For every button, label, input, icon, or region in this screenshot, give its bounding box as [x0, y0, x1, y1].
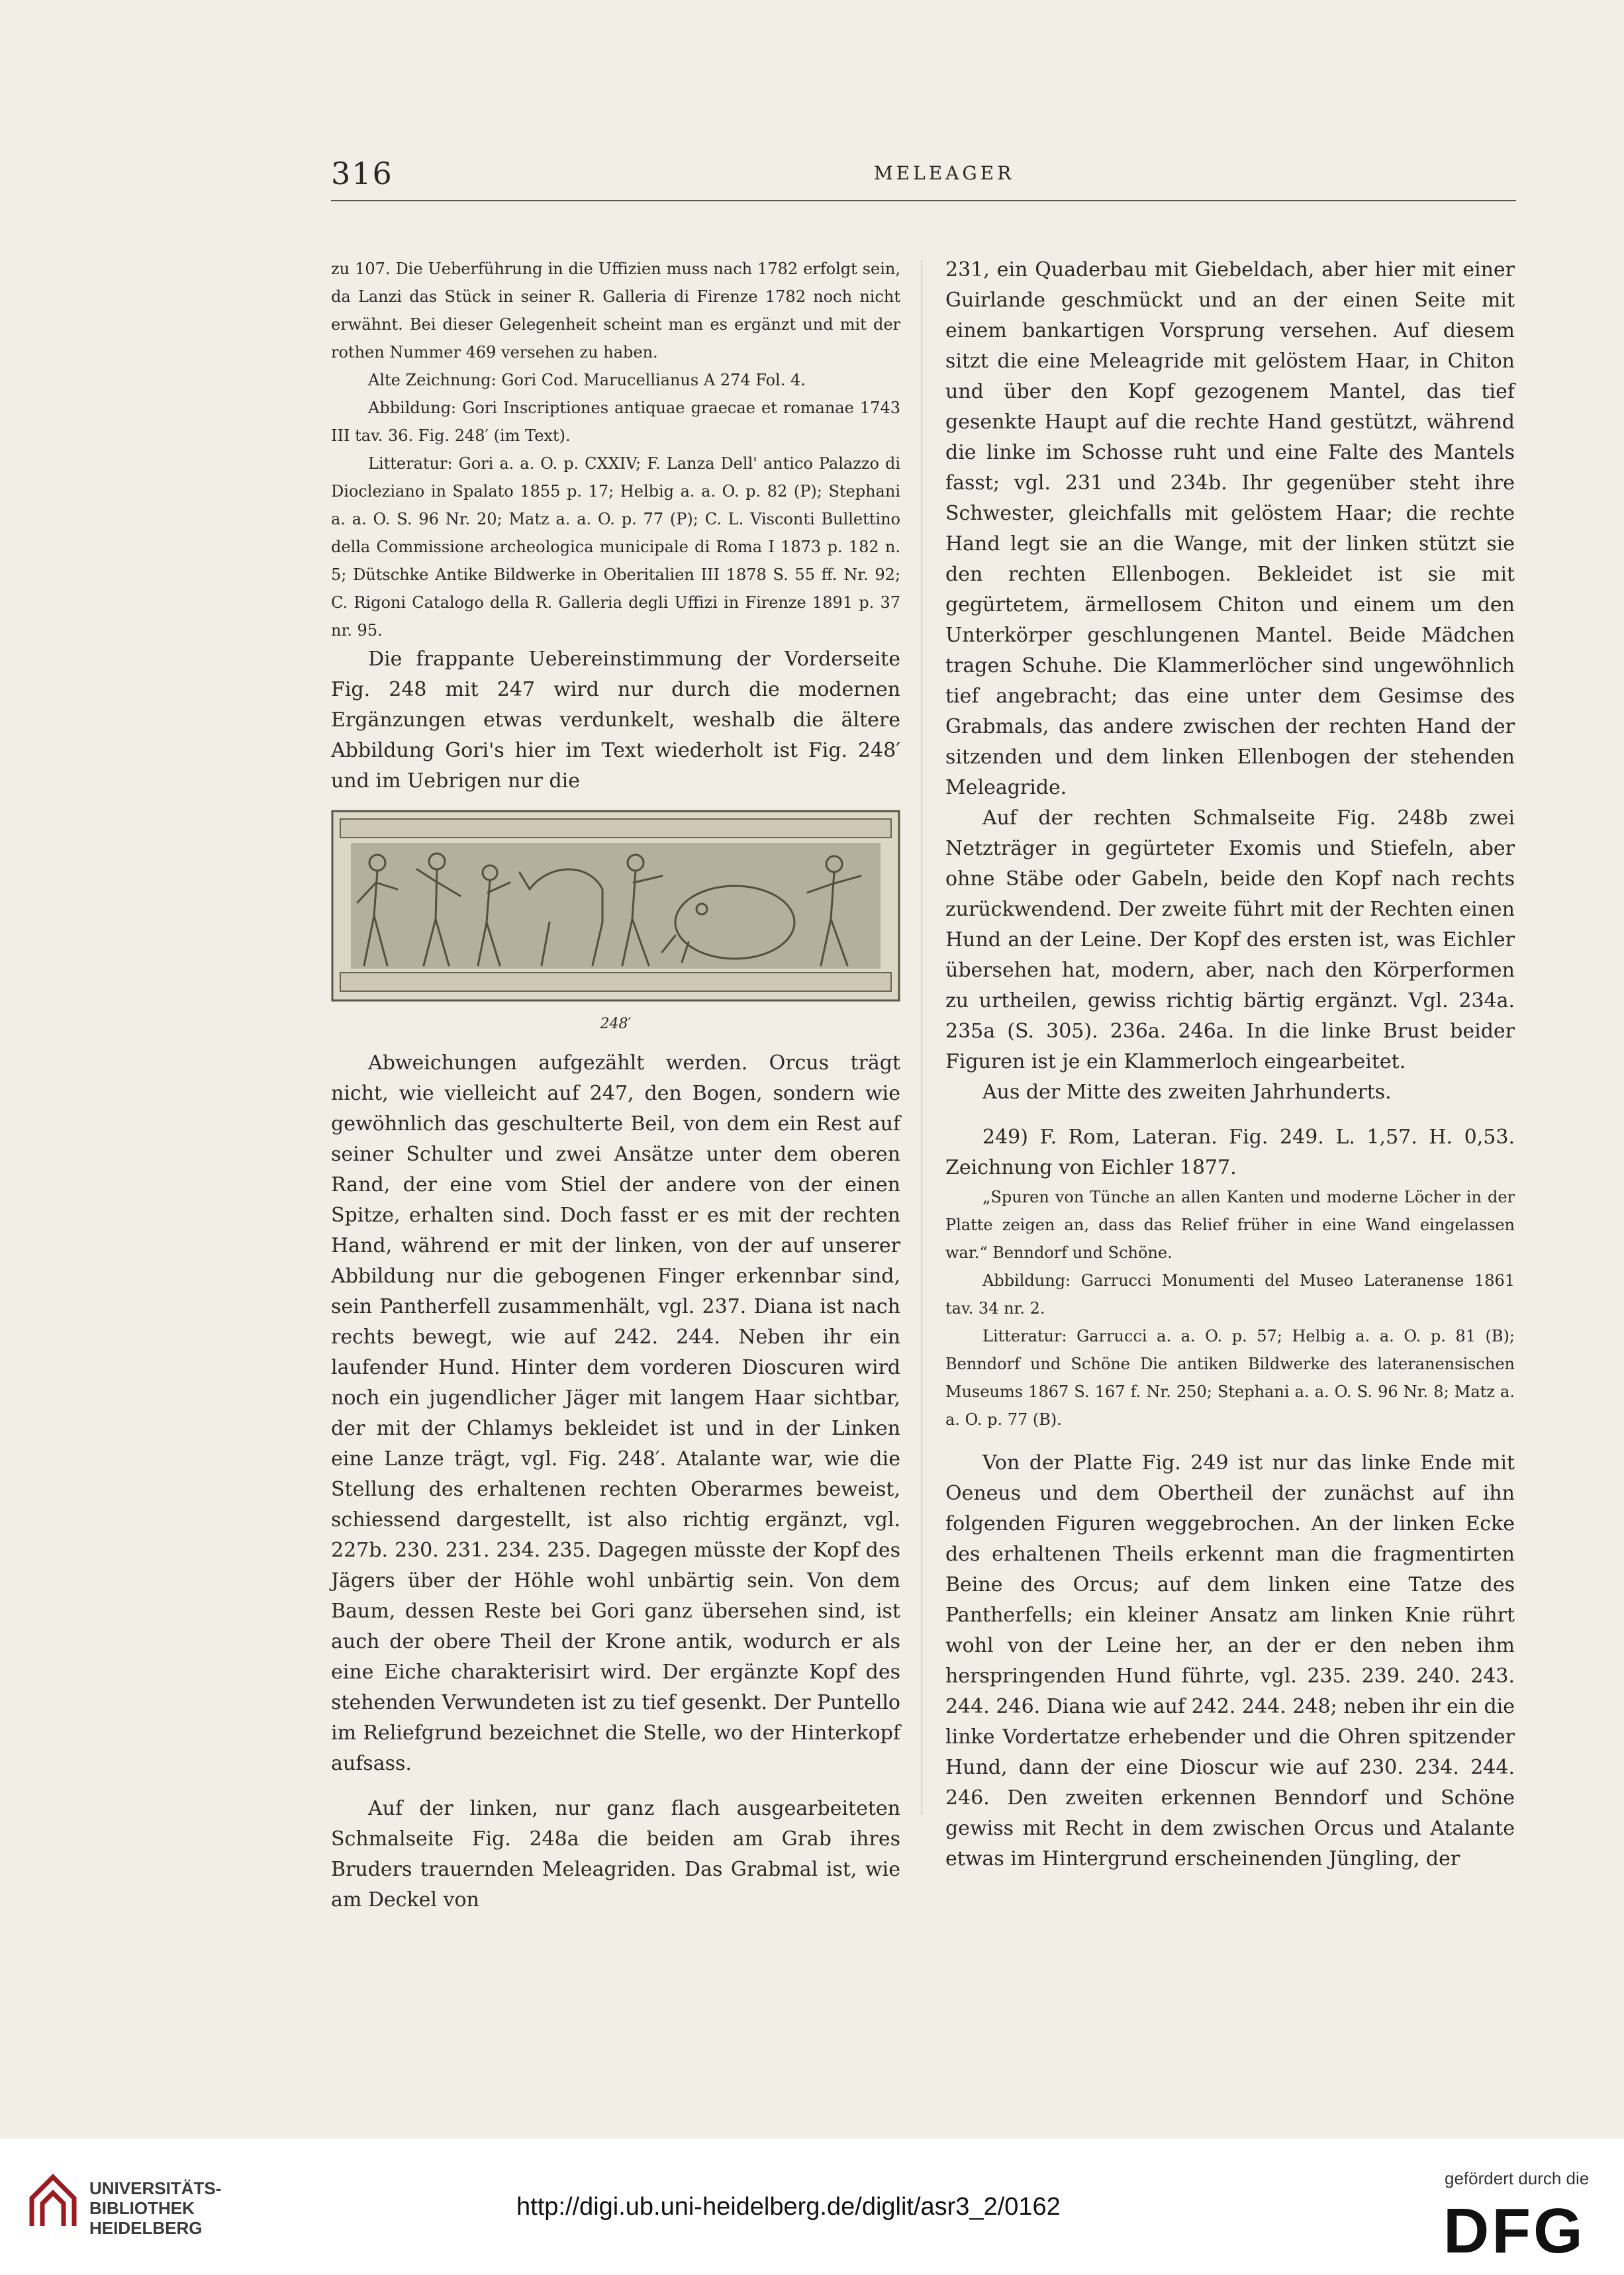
left-paragraph-4: Litteratur: Gori a. a. O. p. CXXIV; F. Lanza Dell' antico Palazzo di Diocleziano in Spalato 1855 p. 17; Helbig a. a. O. p. 82 (P); Stephani a. a. O. S. 96 Nr. 20; Matz a. a. O. p. 77 (P); C. L. Visconti Bullettino della Commissione archeologica municipale di Roma I 1873 p. 182 n. 5; Dütschke Antike Bildwerke in Oberitalien III 1878 S. 55 ff. Nr. 92; C. Rigoni Catalogo della R. Galleria degli Uffizi in Firenze 1891 p. 37 nr. 95. — [331, 454, 900, 640]
right-paragraph-1: 231, ein Quaderbau mit Giebeldach, aber hier mit einer Guirlande geschmückt und an der einen Seite mit einem bankartigen Vorsprung versehen. Auf diesem sitzt die eine Meleagride mit gelöstem Haar, in Chiton und über den Kopf gezogenem Mantel, das tief gesenkte Haupt auf die rechte Hand gestützt, während die linke im Schosse ruht und eine Falte des Mantels fasst; vgl. 231 und 234b. Ihr gegenüber steht ihre Schwester, gleichfalls mit gelöstem Haar; die rechte Hand legt sie an die Wange, mit der linken stützt sie den rechten Ellenbogen. Bekleidet ist sie mit gegürtetem, ärmellosem Chiton und einem um den Unterkörper geschlungenen Mantel. Beide Mädchen tragen Schuhe. Die Klammerlöcher sind ungewöhnlich tief angebracht; das eine unter dem Gesimse des Grabmals, das andere zwischen der rechten Hand der sitzenden und dem linken Ellenbogen der stehenden Meleagride. — [945, 258, 1515, 799]
left-paragraph-7: Auf der linken, nur ganz flach ausgearbeiteten Schmalseite Fig. 248a die beiden am Grab ihres Bruders trauernden Meleagriden. Das Grabmal ist, wie am Deckel von — [331, 1797, 900, 1912]
right-column — [945, 255, 1515, 1874]
right-paragraph-5: „Spuren von Tünche an allen Kanten und moderne Löcher in der Platte zeigen an, dass das Relief früher in eine Wand eingelassen war.“ Benndorf und Schöne. — [945, 1188, 1515, 1262]
right-paragraph-2: Auf der rechten Schmalseite Fig. 248b zwei Netzträger in gegürteter Exomis und Stiefeln, aber ohne Stäbe oder Gabeln, beide den Kopf nach rechts zurückwendend. Der zweite führt mit der Rechten einen Hund an der Leine. Der Kopf des ersten ist, was Eichler übersehen hat, modern, aber, nach den Körperformen zu urtheilen, gewiss richtig bärtig ergänzt. Vgl. 234a. 235a (S. 305). 236a. 246a. In die linke Brust beider Figuren ist je ein Klammerloch eingearbeitet. — [945, 806, 1515, 1073]
source-url-link[interactable]: http://digi.ub.uni-heidelberg.de/diglit/asr3_2/0162 — [516, 2193, 1061, 2221]
left-paragraph-5: Die frappante Uebereinstimmung der Vorderseite Fig. 248 mit 247 wird nur durch die modernen Ergänzungen etwas verdunkelt, weshalb die ältere Abbildung Gori's hier im Text wiederholt ist Fig. 248′ und im Uebrigen nur die — [331, 648, 900, 793]
left-column — [331, 255, 900, 1915]
institution-name — [89, 2178, 221, 2238]
institution-line-3: HEIDELBERG — [89, 2218, 203, 2238]
page-number: 316 — [331, 156, 393, 191]
figure-caption: 248′ — [600, 1016, 632, 1032]
running-title: MELEAGER — [874, 162, 1015, 184]
catalogue-entry-249: 249) F. Rom, Lateran. Fig. 249. L. 1,57. H. 0,53. Zeichnung von Eichler 1877. — [945, 1126, 1515, 1179]
institution-line-2: BIBLIOTHEK — [89, 2198, 195, 2218]
relief-sarcophagus-image — [331, 810, 900, 1002]
left-paragraph-1: zu 107. Die Ueberführung in die Uffizien muss nach 1782 erfolgt sein, da Lanzi das Stück in seiner R. Galleria di Firenze 1782 noch nicht erwähnt. Bei dieser Gelegenheit scheint man es ergänzt und mit der rothen Nummer 469 versehen zu haben. — [331, 260, 900, 362]
institution-line-1: UNIVERSITÄTS- — [89, 2178, 222, 2198]
dfg-logo: DFG — [1443, 2196, 1586, 2266]
left-paragraph-6: Abweichungen aufgezählt werden. Orcus trägt nicht, wie vielleicht auf 247, den Bogen, sondern wie gewöhnlich das geschulterte Beil, von dem ein Rest auf seiner Schulter und zwei Ansätze unter dem oberen Rand, der eine vom Stiel der andere von der einen Spitze, erhalten sind. Doch fasst er es mit der rechten Hand, während er mit der linken, von der auf unserer Abbildung nur die gebogenen Finger erkennbar sind, sein Pantherfell zusammenhält, vgl. 237. Diana ist nach rechts bewegt, wie auf 242. 244. Neben ihr ein laufender Hund. Hinter dem vorderen Dioscuren wird noch ein jugendlicher Jäger mit langem Haar sichtbar, der mit der Chlamys bekleidet ist und in der Linken eine Lanze trägt, vgl. Fig. 248′. Atalante war, wie die Stellung des erhaltenen rechten Oberarmes beweist, schiessend dargestellt, ist also richtig ergänzt, vgl. 227b. 230. 231. 234. 235. Dagegen müsste der Kopf des Jägers über der Höhle wohl unbärtig sein. Von dem Baum, dessen Reste bei Gori ganz übersehen sind, ist auch der obere Theil der Krone antik, wodurch er als eine Eiche charakterisirt wird. Der ergänzte Kopf des stehenden Verwundeten ist zu tief gesenkt. Der Puntello im Reliefgrund bezeichnet die Stelle, wo der Hinterkopf aufsass. — [331, 1051, 900, 1775]
footer-bar — [0, 2139, 1624, 2275]
funded-by-label: gefördert durch die — [1445, 2168, 1590, 2188]
figure-248-prime — [331, 810, 900, 1038]
page-header — [331, 156, 1523, 202]
university-library-logo-icon — [26, 2172, 79, 2231]
left-paragraph-2: Alte Zeichnung: Gori Cod. Marucellianus A 274 Fol. 4. — [368, 371, 806, 389]
right-paragraph-7: Litteratur: Garrucci a. a. O. p. 57; Helbig a. a. O. p. 81 (B); Benndorf und Schöne Die antiken Bildwerke des lateranensischen Museums 1867 S. 167 f. Nr. 250; Stephani a. a. O. S. 96 Nr. 8; Matz a. a. O. p. 77 (B). — [945, 1327, 1515, 1429]
right-paragraph-6: Abbildung: Garrucci Monumenti del Museo Lateranense 1861 tav. 34 nr. 2. — [945, 1271, 1515, 1318]
right-paragraph-3: Aus der Mitte des zweiten Jahrhunderts. — [982, 1081, 1392, 1104]
left-paragraph-3: Abbildung: Gori Inscriptiones antiquae graecae et romanae 1743 III tav. 36. Fig. 248′ (im Text). — [331, 399, 900, 445]
right-paragraph-8: Von der Platte Fig. 249 ist nur das linke Ende mit Oeneus und dem Obertheil der zunächst auf ihn folgenden Figuren weggebrochen. An der linken Ecke des erhaltenen Theils erkennt man die fragmentirten Beine des Orcus; auf dem linken eine Tatze des Pantherfells; ein kleiner Ansatz am linken Knie rührt wohl von der Leine her, an der er den neben ihm herspringenden Hund führte, vgl. 235. 239. 240. 243. 244. 246. Diana wie auf 242. 244. 248; neben ihr ein die linke Vordertatze erhebender und die Ohren spitzender Hund, dann der eine Dioscur wie auf 230. 234. 244. 246. Den zweiten erkennen Benndorf und Schöne gewiss mit Recht in dem zwischen Orcus und Atalante etwas im Hintergrund erscheinenden Jüngling, der — [945, 1451, 1515, 1870]
header-rule — [331, 200, 1516, 201]
